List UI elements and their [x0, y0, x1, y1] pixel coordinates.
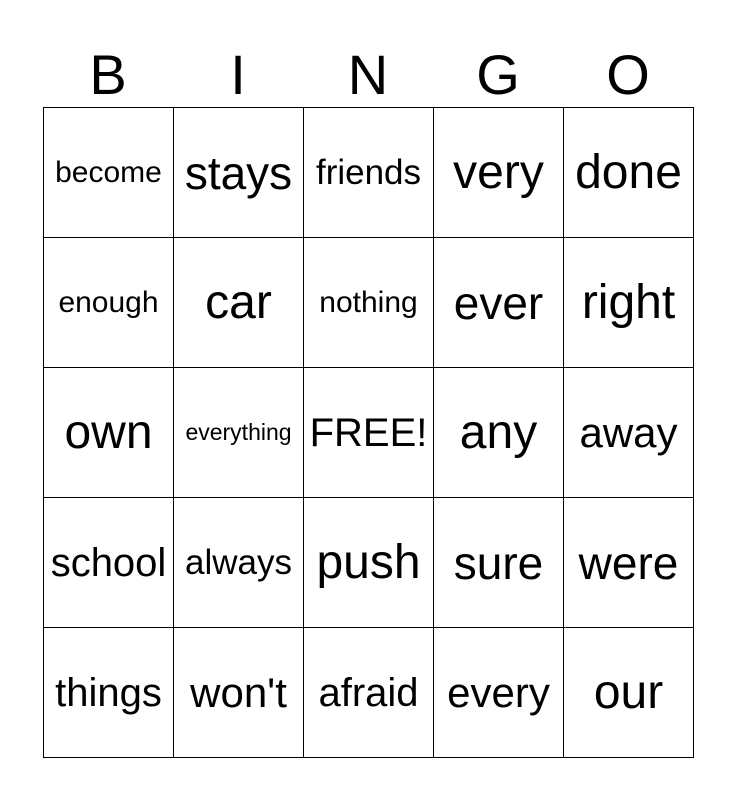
bingo-cell: stays [174, 108, 304, 238]
header-letter-b: B [89, 43, 127, 106]
header-letter-i: I [230, 43, 246, 106]
bingo-cell: car [174, 238, 304, 368]
bingo-cell: done [564, 108, 694, 238]
bingo-cell: every [434, 628, 564, 758]
free-space-cell: FREE! [304, 368, 434, 498]
bingo-cell: always [174, 498, 304, 628]
header-letter-g: G [476, 43, 520, 106]
bingo-cell: any [434, 368, 564, 498]
bingo-cell: ever [434, 238, 564, 368]
bingo-cell: right [564, 238, 694, 368]
bingo-cell: things [44, 628, 174, 758]
bingo-board [43, 107, 694, 758]
bingo-cell: very [434, 108, 564, 238]
bingo-cell: school [44, 498, 174, 628]
bingo-cell: away [564, 368, 694, 498]
bingo-cell: were [564, 498, 694, 628]
bingo-cell: won't [174, 628, 304, 758]
bingo-cell: our [564, 628, 694, 758]
bingo-header [43, 44, 693, 106]
bingo-cell: sure [434, 498, 564, 628]
bingo-cell: become [44, 108, 174, 238]
header-letter-o: O [606, 43, 650, 106]
bingo-cell: friends [304, 108, 434, 238]
bingo-cell: afraid [304, 628, 434, 758]
bingo-cell: own [44, 368, 174, 498]
bingo-cell: nothing [304, 238, 434, 368]
bingo-cell: enough [44, 238, 174, 368]
bingo-cell: push [304, 498, 434, 628]
bingo-cell: everything [174, 368, 304, 498]
header-letter-n: N [347, 43, 389, 106]
